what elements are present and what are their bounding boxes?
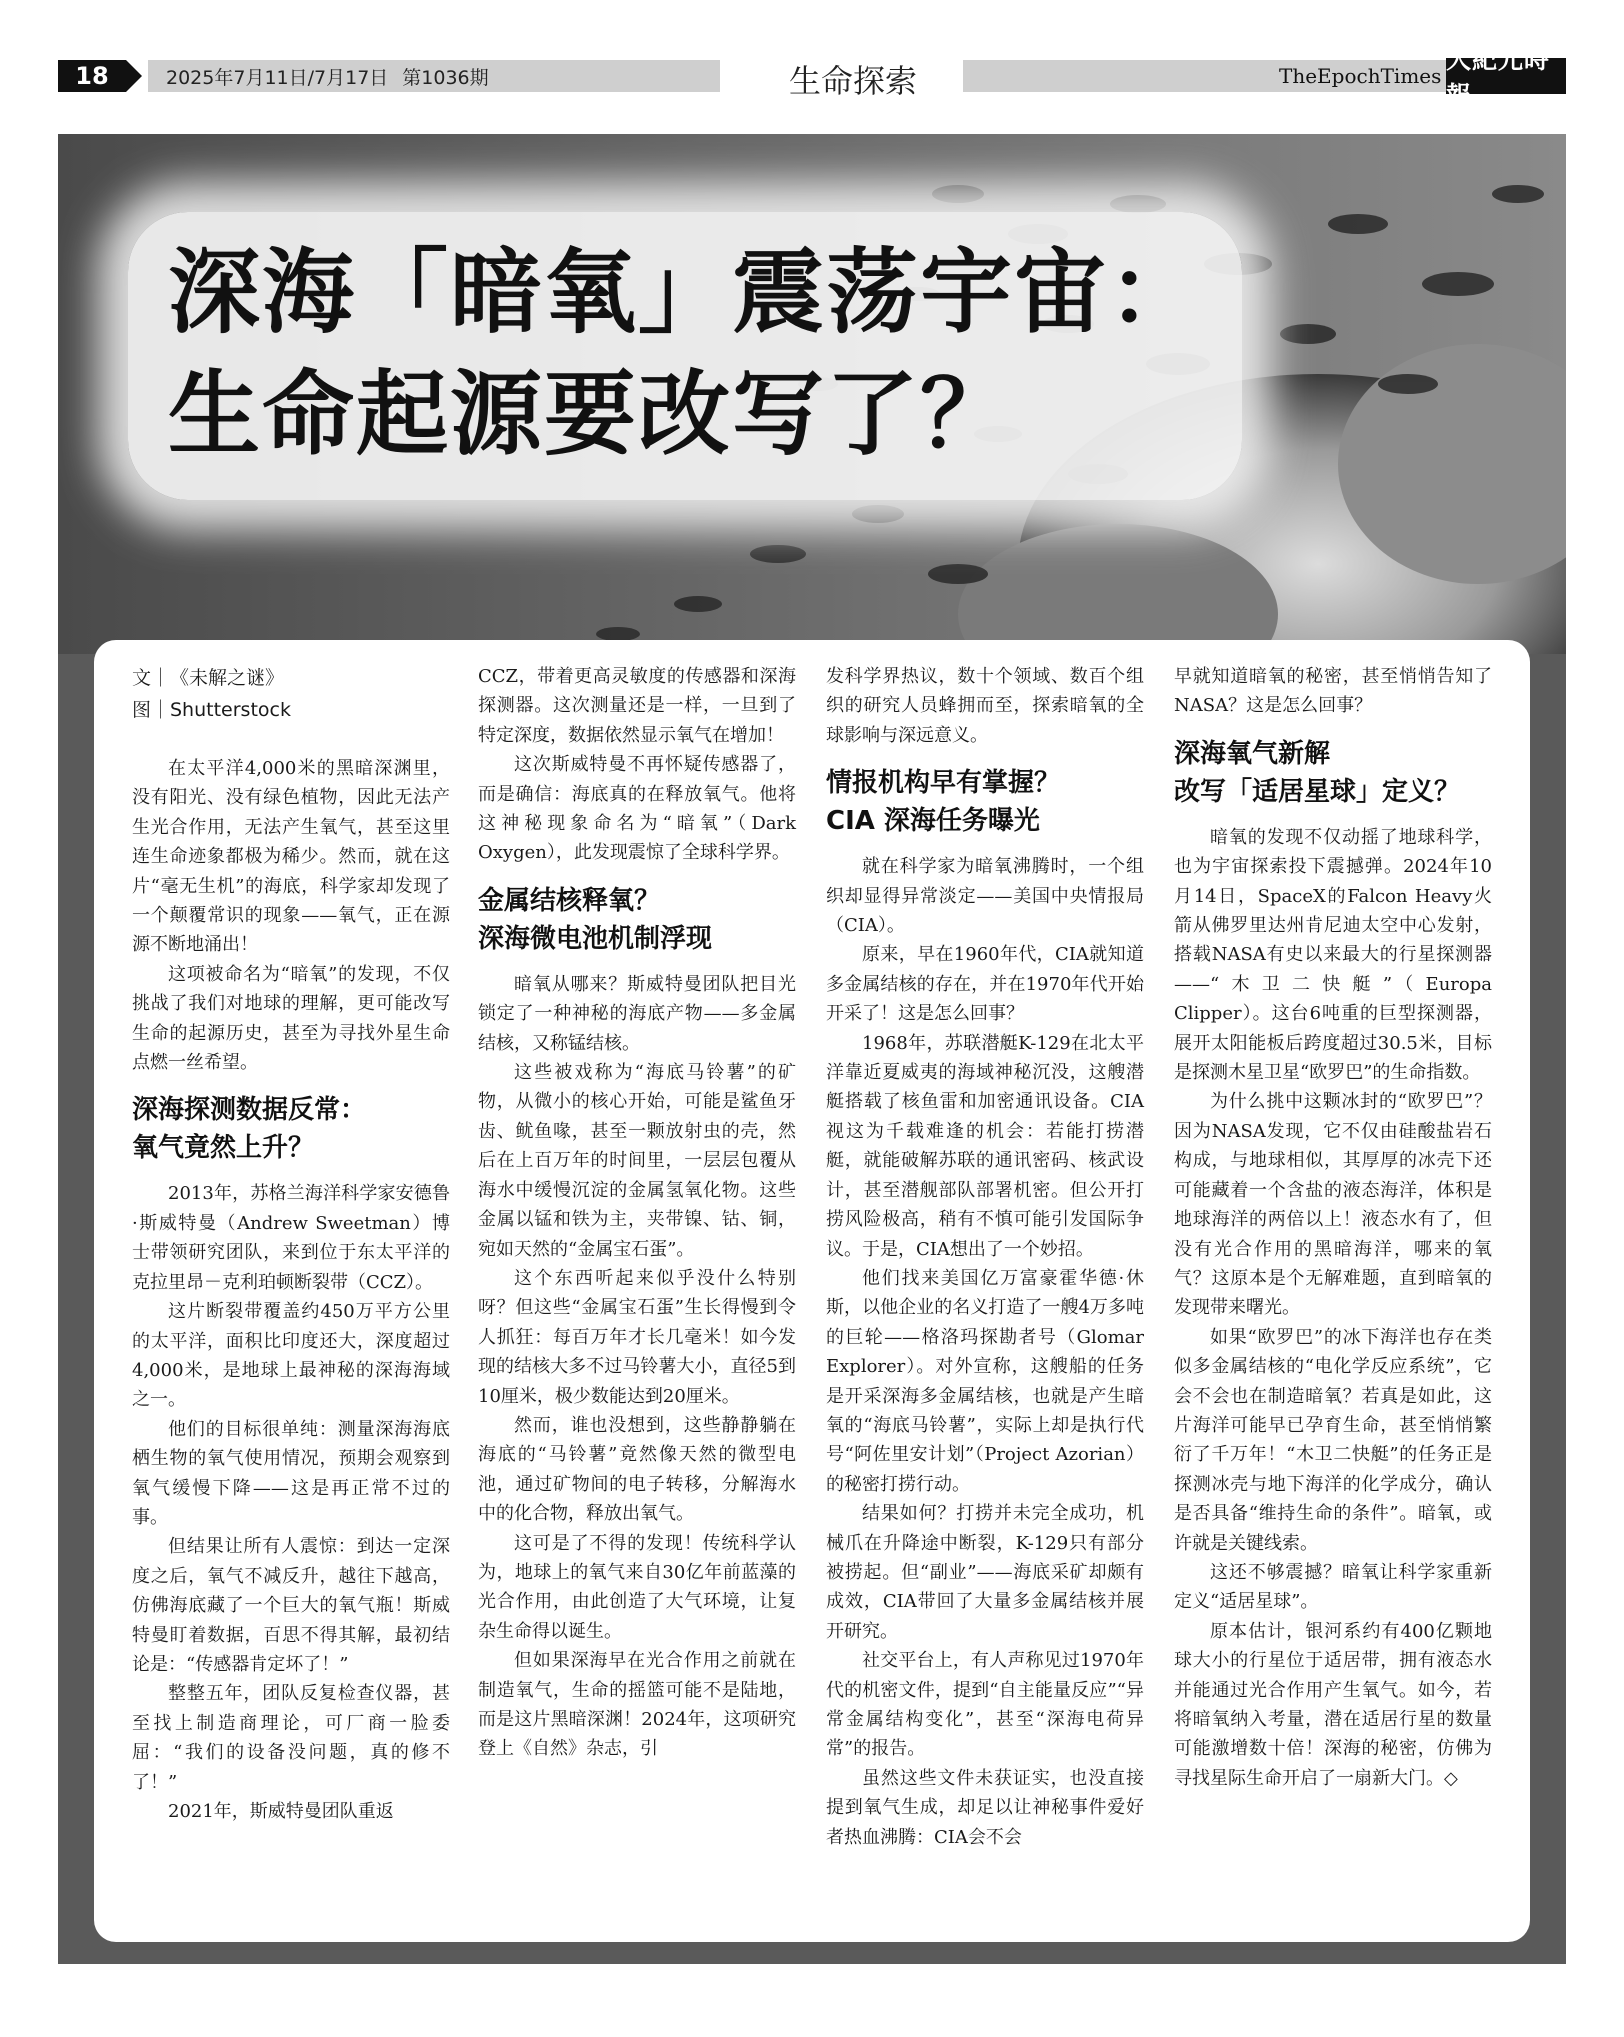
article-body: [94, 640, 1530, 1942]
paragraph: 暗氧从哪来？斯威特曼团队把目光锁定了一种神秘的海底产物——多金属结核，又称锰结核。: [478, 973, 796, 1054]
paragraph: 发科学界热议，数十个领域、数百个组织的研究人员蜂拥而至，探索暗氧的全球影响与深远意义。: [826, 666, 1144, 746]
paragraph: 但结果让所有人震惊：到达一定深度之后，氧气不减反升，越往下越高，仿佛海底藏了一个巨大的氧气瓶！斯威特曼盯着数据，百思不得其解，最初结论是：“传感器肯定坏了！”: [132, 1536, 450, 1675]
paragraph: 整整五年，团队反复检查仪器，甚至找上制造商理论，可厂商一脸委屈：“我们的设备没问题，真的修不了！”: [132, 1683, 450, 1793]
headline-line-1: 深海「暗氧」震荡宇宙：: [168, 239, 1203, 346]
paragraph: 原本估计，银河系约有400亿颗地球大小的行星位于适居带，拥有液态水并能通过光合作用产生氧气。如今，若将暗氧纳入考量，潜在适居行星的数量可能激增数十倍！深海的秘密，仿佛为寻找星际生命开启了一扇新大门。◇: [1174, 1620, 1492, 1789]
subheading-line: 深海探测数据反常：: [132, 1095, 367, 1126]
column-2: [478, 662, 796, 1764]
paragraph: CCZ，带着更高灵敏度的传感器和深海探测器。这次测量还是一样，一旦到了特定深度，数据依然显示氧气在增加！: [478, 666, 796, 746]
paragraph: 这片断裂带覆盖约450万平方公里的太平洋，面积比印度还大，深度超过4,000米，是地球上最神秘的深海海域之一。: [132, 1301, 450, 1411]
paragraph: 在太平洋4,000米的黑暗深渊里，没有阳光、没有绿色植物，因此无法产生光合作用，无法产生氧气，甚至这里连生命迹象都极为稀少。然而，就在这片“毫无生机”的海底，科学家却发现了一个颠覆常识的现象——氧气，正在源源不断地涌出！: [132, 758, 450, 956]
paragraph: 然而，谁也没想到，这些静静躺在海底的“马铃薯”竟然像天然的微型电池，通过矿物间的电子转移，分解海水中的化合物，释放出氧气。: [478, 1414, 796, 1525]
subheading: [1174, 735, 1492, 811]
publication-logo: 大紀元時報: [1446, 58, 1566, 94]
column-3: [826, 662, 1144, 1852]
paragraph: 原来，早在1960年代，CIA就知道多金属结核的存在，并在1970年代开始开采了！这是怎么回事？: [826, 944, 1144, 1025]
paragraph: 这次斯威特曼不再怀疑传感器了，而是确信：海底真的在释放氧气。他将这神秘现象命名为“暗氧”（Dark Oxygen），此发现震惊了全球科学界。: [478, 754, 796, 864]
paragraph: 这还不够震撼？暗氧让科学家重新定义“适居星球”。: [1174, 1561, 1492, 1613]
paragraph: 为什么挑中这颗冰封的“欧罗巴”？因为NASA发现，它不仅由硅酸盐岩石构成，与地球相似，其厚厚的冰壳下还可能藏着一个含盐的液态海洋，体积是地球海洋的两倍以上！液态水有了，但没有光合作用的黑暗海洋，哪来的氧气？这原本是个无解难题，直到暗氧的发现带来曙光。: [1174, 1091, 1492, 1319]
paragraph: 2021年，斯威特曼团队重返: [168, 1801, 394, 1822]
paragraph: 暗氧的发现不仅动摇了地球科学，也为宇宙探索投下震撼弹。2024年10月14日，SpaceX的Falcon Heavy火箭从佛罗里达州肯尼迪太空中心发射，搭载NASA有史以来最大的行星探测器——“木卫二快艇”（Europa Clipper）。这台6吨重的巨型探测器，展开太阳能板后跨度超过30.5米，目标是探测木星卫星“欧罗巴”的生命指数。: [1174, 826, 1492, 1084]
subheading-line: 金属结核释氧？: [478, 885, 661, 916]
paragraph: 2013年，苏格兰海洋科学家安德鲁·斯威特曼（Andrew Sweetman）博士带领研究团队，来到位于东太平洋的克拉里昂－克利珀顿断裂带（CCZ）。: [132, 1183, 450, 1293]
subheading-line: 情报机构早有掌握？: [826, 768, 1061, 799]
paragraph: 早就知道暗氧的秘密，甚至悄悄告知了NASA？这是怎么回事？: [1174, 666, 1492, 717]
column-4: [1174, 662, 1492, 1793]
paragraph: 他们找来美国亿万富豪霍华德·休斯，以他企业的名义打造了一艘4万多吨的巨轮——格洛玛探勘者号（Glomar Explorer）。对外宣称，这艘船的任务是开采深海多金属结核，也就是产生暗氧的“海底马铃薯”，实际上却是执行代号“阿佐里安计划”（Project Azorian）的秘密打捞行动。: [826, 1267, 1144, 1495]
date-bar: [148, 60, 720, 92]
paragraph: 这些被戏称为“海底马铃薯”的矿物，从微小的核心开始，可能是鲨鱼牙齿、鱿鱼喙，甚至一颗放射虫的壳，然后在上百万年的时间里，一层层包覆从海水中缓慢沉淀的金属氢氧化物。这些金属以锰和铁为主，夹带镍、钴、铜，宛如天然的“金属宝石蛋”。: [478, 1062, 796, 1260]
publication-name-en: TheEpochTimes: [1273, 60, 1447, 92]
subheading-line: 深海氧气新解: [1174, 738, 1331, 769]
section-title: 生命探索: [788, 62, 917, 100]
credits: [132, 662, 450, 726]
paragraph: 这个东西听起来似乎没什么特别呀？但这些“金属宝石蛋”生长得慢到令人抓狂：每百万年才长几毫米！如今发现的结核大多不过马铃薯大小，直径5到10厘米，极少数能达到20厘米。: [478, 1267, 796, 1407]
subheading: [132, 1091, 450, 1167]
paragraph: 社交平台上，有人声称见过1970年代的机密文件，提到“自主能量反应”“异常金属结构变化”，甚至“深海电荷异常”的报告。: [826, 1650, 1144, 1760]
page-header: [58, 45, 1566, 110]
paragraph: 他们的目标很单纯：测量深海海底栖生物的氧气使用情况，预期会观察到氧气缓慢下降——这是再正常不过的事。: [132, 1418, 450, 1528]
subheading: [478, 882, 796, 958]
subheading-line: 改写「适居星球」定义？: [1174, 776, 1461, 807]
subheading: [826, 764, 1144, 840]
issue-date: 2025年7月11日/7月17日: [166, 66, 389, 89]
paragraph: 这可是了不得的发现！传统科学认为，地球上的氧气来自30亿年前蓝藻的光合作用，由此创造了大气环境，让复杂生命得以诞生。: [478, 1532, 796, 1642]
paragraph: 如果“欧罗巴”的冰下海洋也存在类似多金属结核的“电化学反应系统”，它会不会也在制造暗氧？若真是如此，这片海洋可能早已孕育生命，甚至悄悄繁衍了千万年！“木卫二快艇”的任务正是探测冰壳与地下海洋的化学成分，确认是否具备“维持生命的条件”。暗氧，或许就是关键线索。: [1174, 1326, 1492, 1554]
paragraph: 这项被命名为“暗氧”的发现，不仅挑战了我们对地球的理解，更可能改写生命的起源历史，甚至为寻找外星生命点燃一丝希望。: [132, 963, 450, 1074]
subheading-line: CIA 深海任务曝光: [826, 806, 1040, 837]
headline-line-2: 生命起源要改写了？: [168, 361, 1015, 468]
headline-box: [128, 212, 1242, 500]
issue-number: 第1036期: [402, 66, 489, 89]
paragraph: 结果如何？打捞并未完全成功，机械爪在升降途中断裂，K-129只有部分被捞起。但“副业”——海底采矿却颇有成效，CIA带回了大量多金属结核并展开研究。: [826, 1503, 1144, 1642]
subheading-line: 深海微电池机制浮现: [478, 923, 713, 954]
subheading-line: 氧气竟然上升？: [132, 1133, 315, 1164]
image-credit: 图｜Shutterstock: [132, 699, 291, 721]
author-credit: 文｜《未解之谜》: [132, 667, 285, 689]
paragraph: 但如果深海早在光合作用之前就在制造氧气，生命的摇篮可能不是陆地，而是这片黑暗深渊！2024年，这项研究登上《自然》杂志，引: [478, 1650, 796, 1760]
paragraph: 就在科学家为暗氧沸腾时，一个组织却显得异常淡定——美国中央情报局（CIA）。: [826, 856, 1144, 937]
page-number: 18: [58, 60, 126, 92]
column-1: [132, 662, 450, 1826]
paragraph: 1968年，苏联潜艇K-129在北太平洋靠近夏威夷的海域神秘沉没，这艘潜艇搭载了核鱼雷和加密通讯设备。CIA视这为千载难逢的机会：若能打捞潜艇，就能破解苏联的通讯密码、核武设计，甚至潜舰部队部署机密。但公开打捞风险极高，稍有不慎可能引发国际争议。于是，CIA想出了一个妙招。: [826, 1032, 1144, 1260]
paragraph: 虽然这些文件未获证实，也没直接提到氧气生成，却足以让神秘事件爱好者热血沸腾：CIA会不会: [826, 1767, 1144, 1848]
